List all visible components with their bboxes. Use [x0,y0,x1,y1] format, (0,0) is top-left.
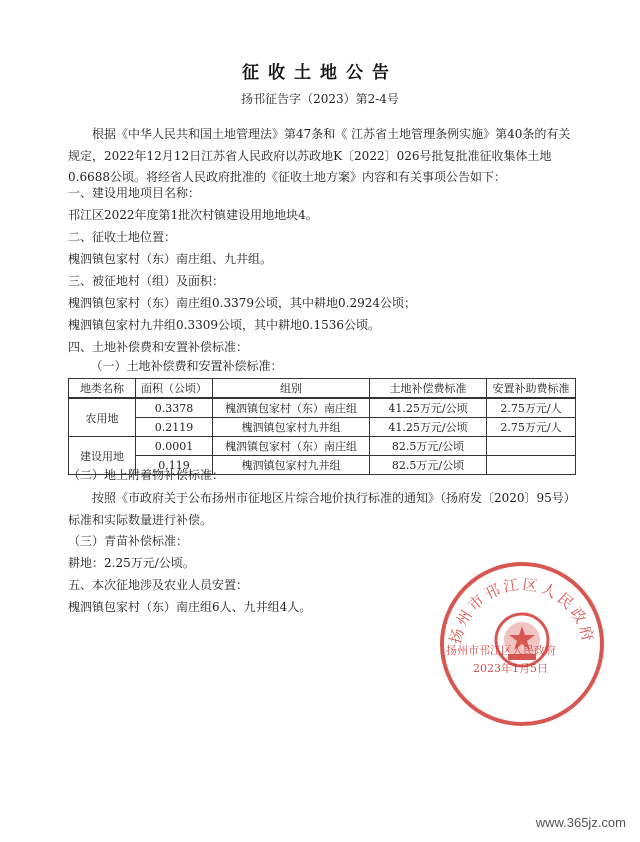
section-5-text: 槐泗镇包家村（东）南庄组6人、九井组4人。 [68,600,312,614]
intro-text: 根据《中华人民共和国土地管理法》第47条和《 江苏省土地管理条例实施》第40条的有关规定，2022年12月12日江苏省人民政府以苏政地K〔2022〕026号批复批准征收集体土地0.6688公顷。将经省人民政府批准的《征收土地方案》内容和有关事项公告如下： [68,127,571,184]
cell-land-comp: 82.5万元/公顷 [370,456,487,475]
cell-resettle: 2.75万元/人 [487,399,576,418]
table-caption: （一）土地补偿费和安置补偿标准： [90,358,283,373]
site-watermark: www.365jz.com [535,815,626,830]
cell-area: 0.2119 [136,418,213,437]
section-4-sub-2-text: 按照《市政府关于公布扬州市征地区片综合地价执行标准的通知》（扬府发〔2020〕95号）标准和实际数量进行补偿。 [68,491,576,527]
header-land-type: 地类名称 [69,379,136,398]
header-team: 组别 [213,379,370,398]
header-resettle: 安置补助费标准 [487,379,576,398]
section-4-sub-3-text: 耕地：2.25万元/公顷。 [68,556,195,570]
section-2-text: 槐泗镇包家村（东）南庄组、九井组。 [68,252,273,266]
section-3-line-1: 槐泗镇包家村（东）南庄组0.3379公顷，其中耕地0.2924公顷； [68,296,416,310]
table-header-row [69,379,576,398]
cell-team: 槐泗镇包家村九井组 [213,456,370,475]
cell-team: 槐泗镇包家村（东）南庄组 [213,437,370,456]
document-number: 扬邗征告字（2023）第2-4号 [241,92,399,106]
national-emblem-icon [496,614,548,666]
cell-resettle: 2.75万元/人 [487,418,576,437]
table-row [69,418,576,437]
section-4-heading: 四、土地补偿费和安置补偿标准： [68,340,249,354]
intro-paragraph [68,124,578,189]
header-area: 面积（公顷） [136,379,213,398]
cell-area: 0.0001 [136,437,213,456]
group-farmland: 农用地 [69,399,136,437]
signature-org: 扬州市邗江区人民政府 [446,644,556,657]
section-4-sub-2: （二）地上附着物补偿标准： [68,468,225,482]
page-title: 征收土地公告 [242,63,398,83]
seal-text: 扬州市邗江区人民政府 [446,575,598,646]
section-3-heading: 三、被征地村（组）及面积： [68,274,225,288]
cell-team: 槐泗镇包家村（东）南庄组 [213,399,370,418]
section-5-heading: 五、本次征地涉及农业人员安置： [68,578,249,592]
group-construction: 建设用地 [69,437,136,475]
section-4-sub-2-paragraph [68,488,578,531]
cell-land-comp: 82.5万元/公顷 [370,437,487,456]
cell-area: 0.119 [136,456,213,475]
section-1-heading: 一、建设用地项目名称： [68,186,201,200]
header-land-comp: 土地补偿费标准 [370,379,487,398]
cell-land-comp: 41.25万元/公顷 [370,418,487,437]
cell-area: 0.3378 [136,399,213,418]
compensation-table [68,358,576,475]
section-2-heading: 二、征收土地位置： [68,230,177,244]
signature-date: 2023年1月5日 [473,662,548,675]
table-row [69,437,576,456]
table-row [69,399,576,418]
cell-resettle [487,437,576,456]
section-3-line-2: 槐泗镇包家村九井组0.3309公顷，其中耕地0.1536公顷。 [68,318,380,332]
cell-team: 槐泗镇包家村九井组 [213,418,370,437]
cell-land-comp: 41.25万元/公顷 [370,399,487,418]
section-1-text: 邗江区2022年度第1批次村镇建设用地地块4。 [68,208,318,222]
section-4-sub-3: （三）青苗补偿标准： [68,534,189,548]
